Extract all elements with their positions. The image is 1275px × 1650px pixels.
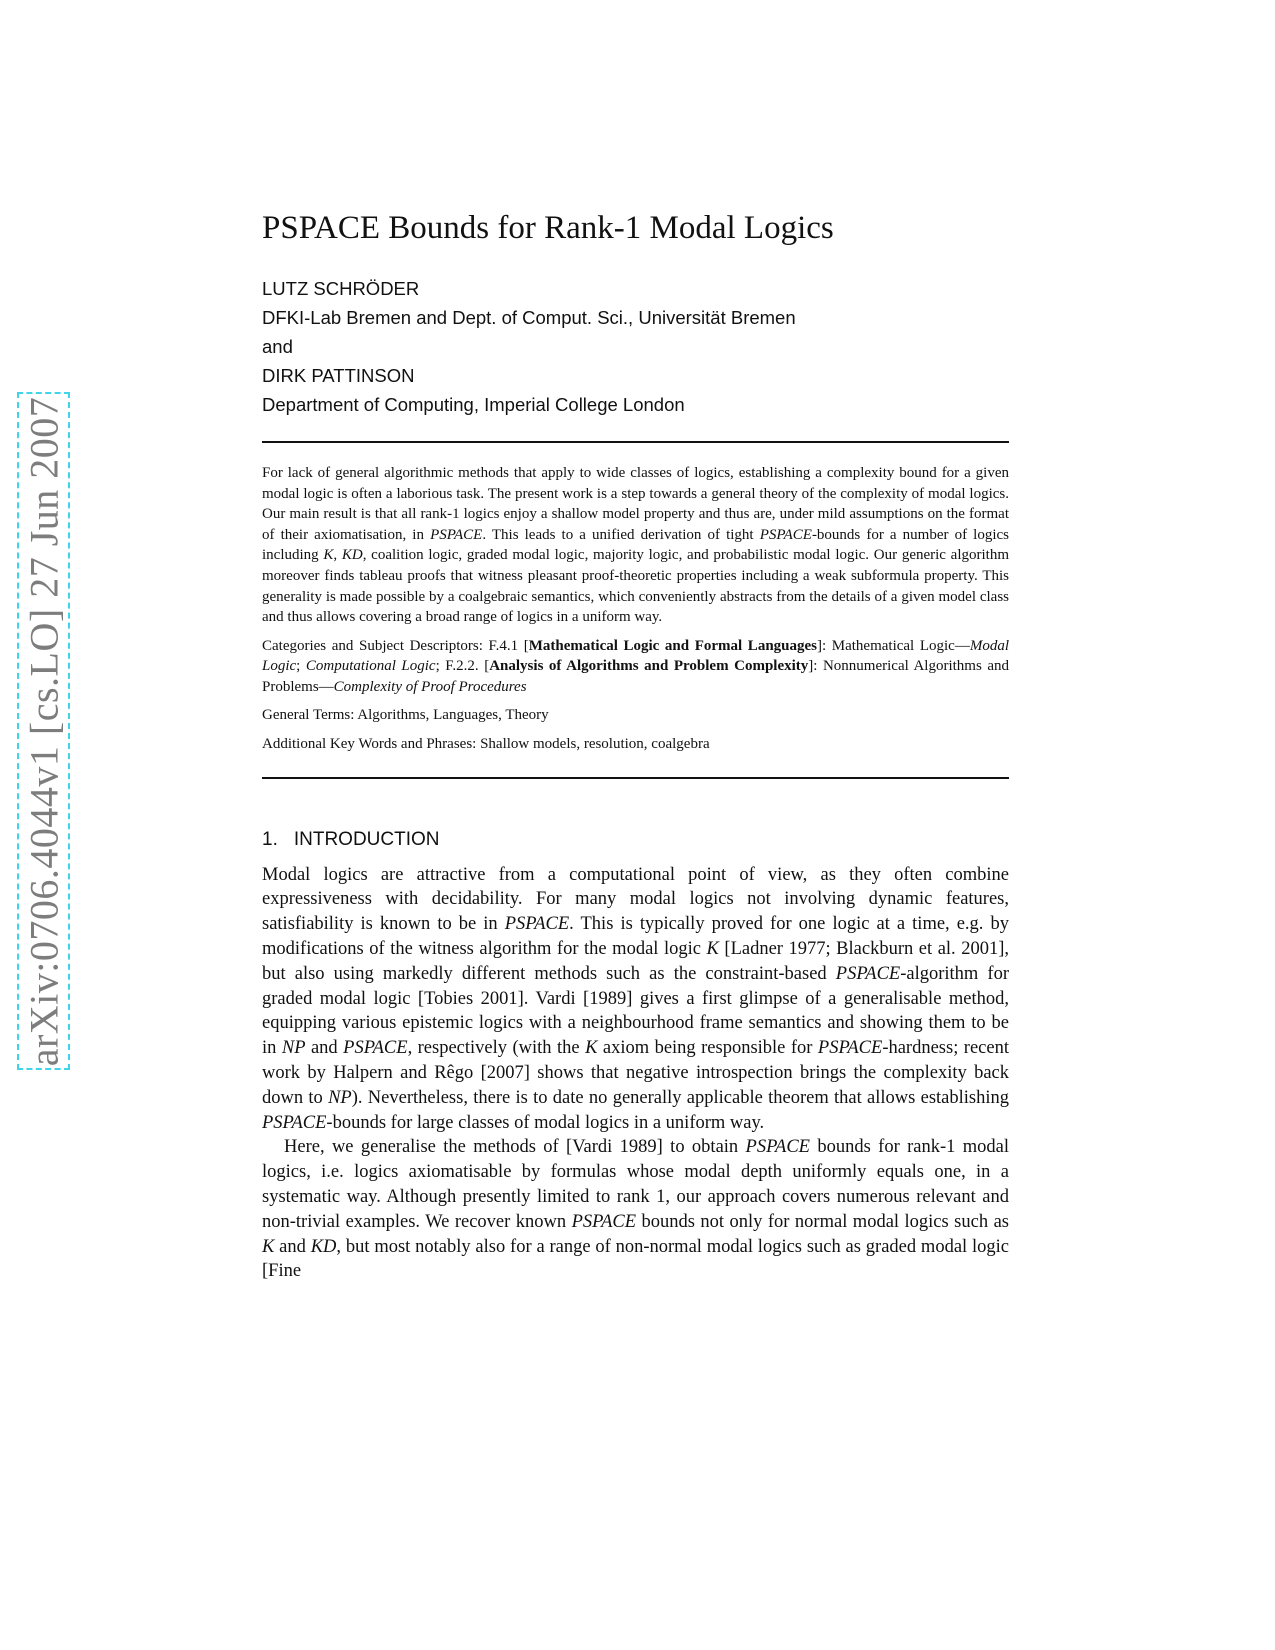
paper-title: PSPACE Bounds for Rank-1 Modal Logics — [262, 210, 834, 246]
section-number: 1. — [262, 828, 278, 850]
introduction-body — [262, 863, 1009, 1285]
intro-paragraph-1: Modal logics are attractive from a computational point of view, as they often combine expressiveness with decidability. For many modal logics not involving dynamic features, satisfiability is known to be in PSPACE. This is typically proved for one logic at a time, e.g. by modifications of the witness algorithm for the modal logic K [Ladner 1977; Blackburn et al. 2001], but also using markedly different methods such as the constraint-based PSPACE-algorithm for graded modal logic [Tobies 2001]. Vardi [1989] gives a first glimpse of a generalisable method, equipping various epistemic logics with a neighbourhood frame semantics and showing them to be in NP and PSPACE, respectively (with the K axiom being responsible for PSPACE-hardness; recent work by Halpern and Rêgo [2007] shows that negative introspection brings the complexity back down to NP). Nevertheless, there is to date no generally applicable theorem that allows establishing PSPACE-bounds for large classes of modal logics in a uniform way. — [262, 864, 1010, 1133]
intro-paragraph-2: Here, we generalise the methods of [Vardi 1989] to obtain PSPACE bounds for rank-1 modal logics, i.e. logics axiomatisable by formulas whose modal depth uniformly equals one, in a systematic way. Although presently limited to rank 1, our approach covers numerous relevant and non-trivial examples. We recover known PSPACE bounds not only for normal modal logics such as K and KD, but most notably also for a range of non-normal modal logics such as graded modal logic [Fine — [262, 1137, 1009, 1282]
abstract-top-rule — [262, 441, 1009, 443]
general-terms: General Terms: Algorithms, Languages, Theory — [262, 707, 549, 724]
abstract — [262, 463, 1009, 755]
arxiv-identifier: arXiv:0706.4044v1 [cs.LO] 27 Jun 2007 — [21, 396, 67, 1066]
author-name-2: DIRK PATTINSON — [262, 364, 415, 386]
author-separator: and — [262, 335, 293, 357]
subject-descriptors: Categories and Subject Descriptors: F.4.1 [Mathematical Logic and Formal Languages]: Mathematical Logic—Modal Logic; Computational Logic; F.2.2. [Analysis of Algorithms and Problem Complexity]: Nonnumerical Algorithms and Problems—Complexity of Proof Procedures — [262, 637, 1010, 695]
section-title: INTRODUCTION — [293, 828, 440, 850]
abstract-bottom-rule — [262, 777, 1009, 779]
author-affiliation-1: DFKI-Lab Bremen and Dept. of Comput. Sci., Universität Bremen — [262, 306, 796, 328]
keywords: Additional Key Words and Phrases: Shallow models, resolution, coalgebra — [262, 736, 710, 753]
author-block — [262, 274, 1009, 419]
author-affiliation-2: Department of Computing, Imperial College London — [262, 393, 685, 415]
abstract-text: For lack of general algorithmic methods that apply to wide classes of logics, establishing a complexity bound for a given modal logic is often a laborious task. The present work is a step towards a general theory of the complexity of modal logics. Our main result is that all rank-1 logics enjoy a shallow model property and thus are, under mild assumptions on the format of their axiomatisation, in PSPACE. This leads to a unified derivation of tight PSPACE-bounds for a number of logics including K, KD, coalition logic, graded modal logic, majority logic, and probabilistic modal logic. Our generic algorithm moreover finds tableau proofs that witness pleasant proof-theoretic properties including a weak subformula property. This generality is made possible by a coalgebraic semantics, which conveniently abstracts from the details of a given model class and thus allows covering a broad range of logics in a uniform way. — [262, 464, 1010, 626]
paper-page — [262, 210, 1009, 1284]
arxiv-identifier-stamp — [17, 392, 70, 1070]
section-heading — [262, 829, 1009, 851]
author-name-1: LUTZ SCHRÖDER — [262, 277, 420, 299]
